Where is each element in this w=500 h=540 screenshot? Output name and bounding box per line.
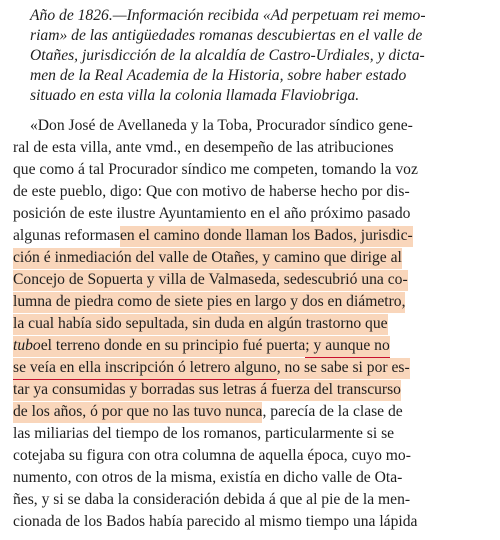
body-line: ñes, y si se daba la consideración debida á que al pie de la men- [13,491,411,508]
body-line: ral de esta villa, ante vmd., en desempeño de las atribuciones [13,139,394,156]
body-line: numento, con otros de la misma, existía en dicho valle de Ota- [13,469,403,486]
highlighted-text: de los años, ó por que no las tuvo nunca [13,402,262,423]
highlighted-text: ción é inmediación del valle de Otañes, y camino que dirige al [13,248,402,269]
body-line: de este pueblo, digo: Que con motivo de haberse hecho por dis- [13,183,410,200]
body-line: posición de este ilustre Ayuntamiento en el año próximo pasado [13,205,411,222]
heading-line: Año de 1826.—Información recibida «Ad perpetuam rei memo- [30,7,426,24]
highlighted-text: Concejo de Sopuerta y villa de Valmaseda, se [13,270,297,291]
underlined-highlighted-text: se veía en ella inscripción ó letrero alguno [13,358,277,381]
text-segment: algunas reformas [13,227,120,244]
underlined-highlighted-text: ; y aunque no [305,336,389,359]
body-line: cionada de los Bados había parecido al mismo tiempo una lápida [13,513,418,530]
body-line: las miliarias del tiempo de los romanos, particularmente si se [13,425,395,442]
text-segment: , parecía de la clase de [262,403,403,420]
highlighted-text: , no se sabe si por es- [277,358,410,379]
highlighted-text: el terreno donde en su principio fué puerta [41,336,306,357]
highlighted-italic-text: tubo [13,336,41,357]
highlighted-text: en el camino donde llaman los Bados, jurisdic- [120,226,413,247]
body-line: «Don José de Avellaneda y la Toba, Procurador síndico gene- [30,117,413,134]
highlighted-text: tar ya consumidas y borradas sus letras á fuerza del transcurso [13,380,401,401]
body-line: cotejaba su figura con otra columna de aquella época, cuyo mo- [13,447,411,464]
body-line: que como á tal Procurador síndico me competen, tomando la voz [13,161,418,178]
body-line [13,358,410,379]
heading-line: men de la Real Academia de la Historia, sobre haber estado [30,67,407,84]
highlighted-text: descubrió una co- [297,270,408,291]
heading-line: Otañes, jurisdicción de la alcaldía de Castro-Urdiales, y dicta- [30,47,425,64]
body-line [13,402,403,423]
highlighted-text: lumna de piedra como de siete pies en largo y dos en diámetro, [13,292,405,313]
body-line [13,314,388,335]
body-line [13,380,401,401]
body-line [13,248,402,269]
heading-line: situado en esta villa la colonia llamada Flaviobriga. [30,87,360,104]
heading-line: riam» de las antigüedades romanas descubiertas en el valle de [30,27,423,44]
body-line [13,226,413,247]
body-line [13,292,405,313]
body-line [13,336,390,357]
highlighted-text: la cual había sido sepultada, sin duda en algún trastorno que [13,314,388,335]
body-line [13,270,408,291]
